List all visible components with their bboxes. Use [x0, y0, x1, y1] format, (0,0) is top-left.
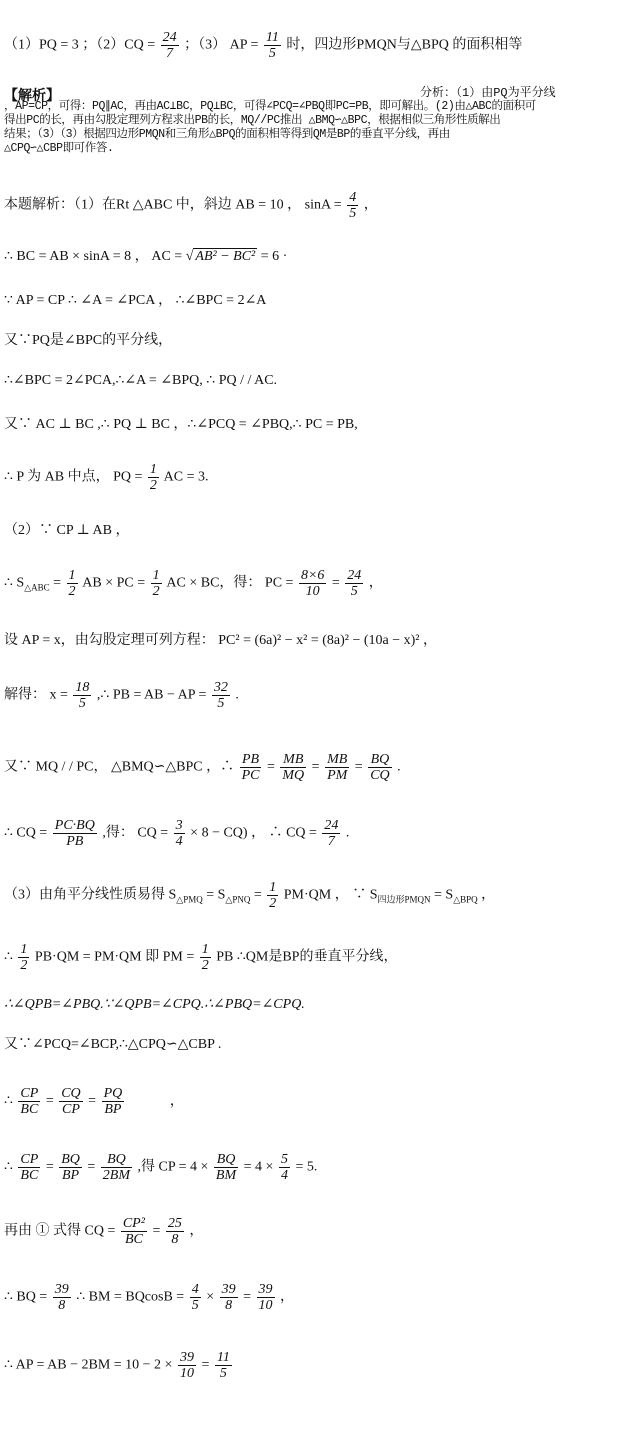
fraction: $\frac{1}{2}$: [149, 462, 157, 493]
fraction: $\frac{4}{5}$: [191, 1282, 199, 1313]
fraction: $\frac{1}{2}$: [152, 568, 160, 599]
solution-line-2: ∴ BC = AB × sinA = 8 ， AC = √ AB² − BC² = 6 ·: [4, 249, 288, 264]
answer-line: [4, 30, 522, 61]
fraction: $\frac{CP}{BC}$: [20, 1086, 39, 1117]
fraction: $\frac{\text{CP²}}{BC}$: [122, 1216, 145, 1247]
solution-line-15: ∴ $\frac{1}{2}$ PB·QM = PM·QM 即 PM = $\frac{1}{2}$ PB ∴QM是BP的垂直平分线，: [4, 942, 398, 973]
fraction: $\frac{1}{2}$: [20, 942, 28, 973]
solution-line-1: 本题解析：（1）在Rt △ABC 中，斜边 AB = 10 ， sinA = $\frac{4}{5}$ ，: [4, 190, 378, 221]
fraction: $\frac{39}{10}$: [179, 1350, 194, 1381]
fraction: $\frac{39}{8}$: [54, 1282, 69, 1313]
fraction: $\frac{24}{7}$: [324, 818, 339, 849]
fraction: $\frac{BQ}{2BM}$: [102, 1152, 131, 1183]
analysis-line: ，AP=CP，可得：PQ∥AC，再由AC⊥BC，PQ⊥BC，可得∠PCQ=∠PBQ即PC=PB，即可解出。(2)由△ABC的面积可: [4, 100, 536, 113]
fraction: $\frac{25}{8}$: [167, 1216, 182, 1247]
solution-line-8: （2）∵ CP ⊥ AB ，: [4, 523, 130, 538]
solution-line-9: ∴ $S_{\triangle ABC}$ = $\frac{1}{2}$ AB × PC = $\frac{1}{2}$ AC × BC，得： PC = $\frac{8\times 6}{10}$ = $\frac{24}{5}$ ，: [4, 568, 383, 599]
solution-line-14: （3）由角平分线性质易得 $S_{\triangle PMQ} = S_{\triangle PNQ}$ = $\frac{1}{2}$ PM·QM ， ∵ $S_{四边形PMQN} = S_{\triangle BPQ}$ ，: [4, 880, 496, 911]
solution-line-10: 设 AP = x，由勾股定理可列方程： PC² = (6a)² − x² = (8a)² − (10a − x)² ，: [4, 633, 437, 648]
fraction: $\frac{BQ}{BP}$: [61, 1152, 80, 1183]
fraction: $\frac{1}{2}$: [269, 880, 277, 911]
fraction: $\frac{24}{5}$: [347, 568, 362, 599]
solution-line-3: ∵ AP = CP ∴ ∠A = ∠PCA ， ∴∠BPC = 2∠A: [4, 293, 267, 308]
analysis-line: 得出PC的长，再由勾股定理列方程求出PB的长，MQ//PC推出 △BMQ∽△BPC，根据相似三角形性质解出: [4, 114, 501, 127]
fraction: $\frac{PQ}{BP}$: [103, 1086, 123, 1117]
fraction: $\frac{1}{2}$: [201, 942, 209, 973]
analysis-line: △CPQ∽△CBP即可作答.: [4, 142, 114, 155]
fraction: $\frac{39}{8}$: [221, 1282, 236, 1313]
fraction: $\frac{24}{7}$: [162, 30, 177, 61]
solution-line-20: 再由 ① 式得 CQ = $\frac{\text{CP²}}{BC}$ = $\frac{25}{8}$ ，: [4, 1216, 204, 1247]
solution-line-13: ∴ CQ = $\frac{PC\cdot BQ}{PB}$ ,得： CQ = $\frac{3}{4}$ × 8 − CQ) ， ∴ CQ = $\frac{24}{7}$ .: [4, 818, 350, 849]
answer-part-2: ；（3） AP =: [184, 37, 259, 53]
solution-line-21: ∴ BQ = $\frac{39}{8}$ ∴ BM = BQcosB = $\frac{4}{5}$ × $\frac{39}{8}$ = $\frac{39}{10}$ ，: [4, 1282, 295, 1313]
analysis-label: 分析：（1）由PQ为平分线: [420, 86, 556, 100]
fraction: $\frac{MB}{PM}$: [327, 752, 348, 783]
analysis-header: 【解析】: [4, 87, 60, 103]
solution-line-11: 解得： x = $\frac{18}{5}$ ,∴ PB = AB − AP = $\frac{32}{5}$ .: [4, 680, 239, 711]
fraction: $\frac{CQ}{CP}$: [61, 1086, 81, 1117]
fraction: $\frac{3}{4}$: [175, 818, 183, 849]
solution-line-16: ∴∠QPB=∠PBQ.∵∠QPB=∠CPQ.∴∠PBQ=∠CPQ.: [4, 997, 305, 1012]
fraction: $\frac{32}{5}$: [213, 680, 228, 711]
fraction: $\frac{39}{10}$: [258, 1282, 273, 1313]
fraction: $\frac{11}{5}$: [216, 1350, 230, 1381]
fraction: $\frac{CP}{BC}$: [20, 1152, 39, 1183]
fraction: $\frac{1}{2}$: [68, 568, 76, 599]
answer-part-1: （1）PQ = 3 ；（2）CQ =: [4, 37, 156, 53]
fraction: $\frac{5}{4}$: [280, 1152, 288, 1183]
solution-line-7: ∴ P 为 AB 中点， PQ = $\frac{1}{2}$ AC = 3.: [4, 462, 209, 493]
fraction: $\frac{PB}{PC}$: [241, 752, 260, 783]
fraction: $\frac{BQ}{CQ}$: [370, 752, 390, 783]
solution-line-22: ∴ AP = AB − 2BM = 10 − 2 × $\frac{39}{10}$ = $\frac{11}{5}$: [4, 1350, 230, 1381]
solution-line-18: ∴ $\frac{CP}{BC}$ = $\frac{CQ}{CP}$ = $\frac{PQ}{BP}$ ，: [4, 1086, 184, 1117]
analysis-line: 结果；（3）（3）根据四边形PMQN和三角形△BPQ的面积相等得到QM是BP的垂直平分线，再由: [4, 128, 450, 141]
fraction: $\frac{18}{5}$: [75, 680, 90, 711]
fraction: $\frac{4}{5}$: [349, 190, 357, 221]
solution-line-6: 又∵ AC ⊥ BC ,∴ PQ ⊥ BC ，∴∠PCQ = ∠PBQ,∴ PC = PB,: [4, 417, 358, 432]
fraction: $\frac{MB}{MQ}$: [282, 752, 305, 783]
fraction: $\frac{PC\cdot BQ}{PB}$: [54, 818, 95, 849]
solution-line-4: 又∵PQ是∠BPC的平分线，: [4, 333, 173, 348]
fraction: $\frac{11}{5}$: [265, 30, 279, 61]
solution-line-17: 又∵∠PCQ=∠BCP,∴△CPQ∽△CBP .: [4, 1037, 222, 1052]
answer-part-3: 时，四边形PMQN与△BPQ 的面积相等: [286, 37, 523, 53]
fraction: $\frac{BQ}{BM}$: [215, 1152, 237, 1183]
solution-line-5: ∴∠BPC = 2∠PCA,∴∠A = ∠BPQ, ∴ PQ / / AC.: [4, 373, 278, 388]
solution-line-12: 又∵ MQ / / PC， △BMQ∽△BPC ，∴ $\frac{PB}{PC}$ = $\frac{MB}{MQ}$ = $\frac{MB}{PM}$ = $\frac{BQ}{CQ}$ .: [4, 752, 401, 783]
fraction: $\frac{8\times 6}{10}$: [300, 568, 325, 599]
solution-line-19: ∴ $\frac{CP}{BC}$ = $\frac{BQ}{BP}$ = $\frac{BQ}{2BM}$ ,得 CP = 4 × $\frac{BQ}{BM}$ = 4 × $\frac{5}{4}$ = 5.: [4, 1152, 318, 1183]
